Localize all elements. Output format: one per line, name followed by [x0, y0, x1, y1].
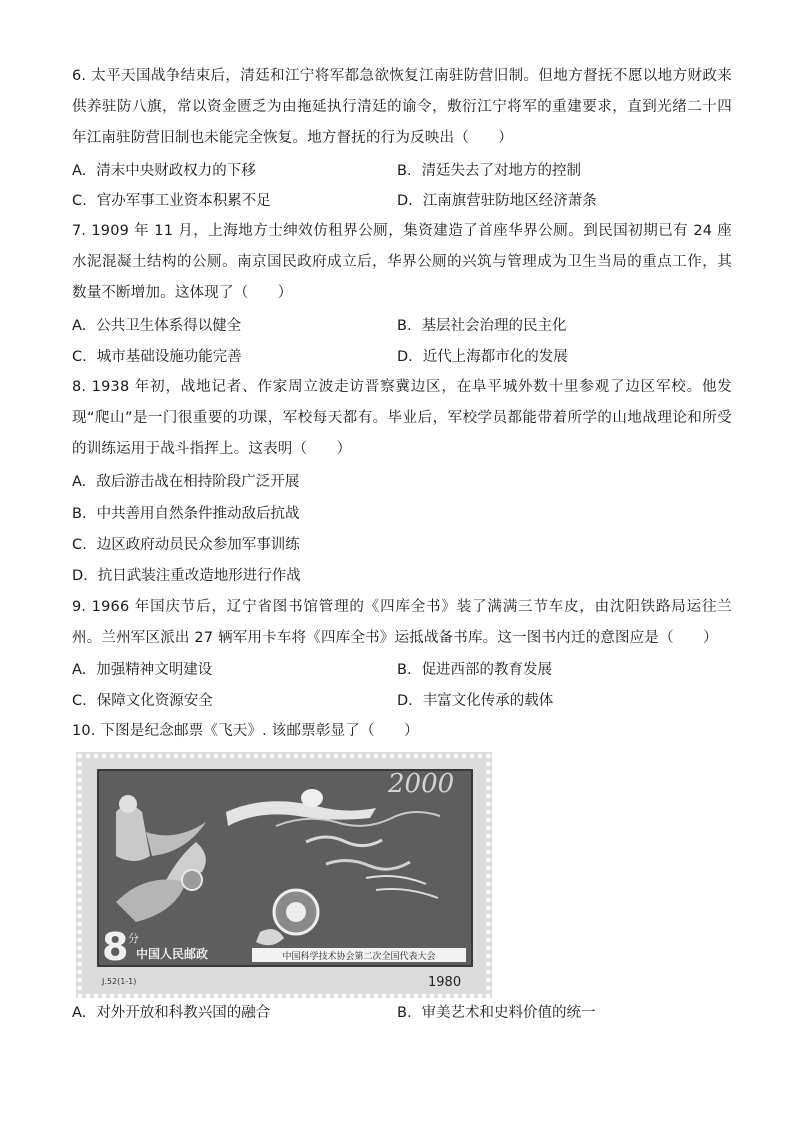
question-7-option-c[interactable] — [72, 347, 242, 367]
option-key: D. — [397, 693, 413, 709]
question-6-option-c[interactable] — [72, 191, 271, 211]
option-text: 边区政府动员民众参加军事训练 — [96, 537, 300, 553]
question-8-option-b[interactable] — [72, 504, 300, 524]
option-text: 审美艺术和史料价值的统一 — [421, 1005, 596, 1021]
option-key: A. — [72, 474, 87, 490]
option-key: C. — [72, 349, 87, 365]
option-text: 城市基础设施功能完善 — [96, 349, 242, 365]
question-8-option-d[interactable] — [72, 566, 301, 586]
option-key: C. — [72, 193, 87, 209]
stamp-country: 中国人民邮政 — [136, 947, 209, 961]
option-text: 加强精神文明建设 — [96, 662, 213, 678]
option-key: A. — [72, 318, 87, 334]
option-text: 促进西部的教育发展 — [421, 662, 553, 678]
option-text: 对外开放和科教兴国的融合 — [96, 1005, 271, 1021]
question-6-option-d[interactable] — [397, 191, 597, 211]
question-8-option-a[interactable] — [72, 472, 299, 492]
question-10-stem: 10. 下图是纪念邮票《飞天》. 该邮票彰显了（ ） — [72, 723, 419, 739]
option-key: D. — [72, 568, 88, 584]
option-text: 官办军事工业资本积累不足 — [96, 193, 271, 209]
stamp-caption: 中国科学技术协会第二次全国代表大会 — [282, 952, 436, 962]
question-6-stem: 6. 太平天国战争结束后，清廷和江宁将军都急欲恢复江南驻防营旧制。但地方督抚不愿以地方财政来供养驻防八旗，常以资金匮乏为由拖延执行清廷的谕令，敷衍江宁将军的重建要求，直到光绪二十四年江南驻防营旧制也未能完全恢复。地方督抚的行为反映出（ ） — [72, 68, 732, 146]
question-7-option-b[interactable] — [397, 316, 567, 336]
stamp-serial: J.52(1-1) — [102, 977, 137, 986]
feitian-stamp-image — [76, 752, 492, 998]
option-text: 清末中央财政权力的下移 — [96, 163, 256, 179]
stamp-year-mark: 2000 — [388, 769, 455, 799]
option-key: B. — [397, 163, 412, 179]
question-7-option-a[interactable] — [72, 316, 241, 336]
question-7-option-d[interactable] — [397, 347, 568, 367]
stamp-denomination: 8 — [102, 925, 129, 969]
question-8-option-c[interactable] — [72, 535, 300, 555]
option-key: B. — [397, 1005, 412, 1021]
option-text: 敌后游击战在相持阶段广泛开展 — [96, 474, 300, 490]
stamp-year: 1980 — [428, 975, 462, 990]
option-text: 清廷失去了对地方的控制 — [421, 163, 582, 179]
question-9-option-b[interactable] — [397, 660, 552, 680]
option-text: 江南旗营驻防地区经济萧条 — [422, 193, 597, 209]
option-text: 丰富文化传承的载体 — [422, 693, 554, 709]
option-key: C. — [72, 537, 87, 553]
question-8-stem: 8. 1938 年初，战地记者、作家周立波走访晋察冀边区，在阜平城外数十里参观了边区军校。他发现“爬山”是一门很重要的功课，军校每天都有。毕业后，军校学员都能带着所学的山地战理论和所受的训练运用于战斗指挥上。这表明（ ） — [72, 379, 732, 457]
stamp-denomination-unit: 分 — [128, 932, 139, 945]
question-9-option-a[interactable] — [72, 660, 212, 680]
option-key: D. — [397, 349, 413, 365]
option-text: 基层社会治理的民主化 — [421, 318, 567, 334]
question-6-option-b[interactable] — [397, 161, 581, 181]
option-key: C. — [72, 693, 87, 709]
option-key: B. — [397, 662, 412, 678]
option-text: 公共卫生体系得以健全 — [96, 318, 242, 334]
question-6-option-a[interactable] — [72, 161, 256, 181]
option-key: A. — [72, 163, 87, 179]
option-text: 近代上海都市化的发展 — [422, 349, 568, 365]
question-9-stem: 9. 1966 年国庆节后，辽宁省图书馆管理的《四库全书》装了满满三节车皮，由沈阳铁路局运往兰州。兰州军区派出 27 辆军用卡车将《四库全书》运抵战备书库。这一图书内迁的意图应是（ ） — [72, 599, 732, 646]
stamp-illustration — [76, 752, 492, 998]
option-key: A. — [72, 662, 87, 678]
option-text: 中共善用自然条件推动敌后抗战 — [96, 506, 300, 522]
question-7-stem: 7. 1909 年 11 月，上海地方士绅效仿租界公厕，集资建造了首座华界公厕。到民国初期已有 24 座水泥混凝土结构的公厕。南京国民政府成立后，华界公厕的兴筑与管理成为卫生当局的重点工作，其数量不断增加。这体现了（ ） — [72, 223, 732, 301]
question-10-option-b[interactable] — [397, 1003, 596, 1023]
option-key: B. — [72, 506, 87, 522]
question-9-option-c[interactable] — [72, 691, 213, 711]
option-key: A. — [72, 1005, 87, 1021]
question-9-option-d[interactable] — [397, 691, 553, 711]
option-text: 保障文化资源安全 — [96, 693, 213, 709]
option-text: 抗日武装注重改造地形进行作战 — [97, 568, 301, 584]
option-key: D. — [397, 193, 413, 209]
option-key: B. — [397, 318, 412, 334]
question-10-option-a[interactable] — [72, 1003, 270, 1023]
